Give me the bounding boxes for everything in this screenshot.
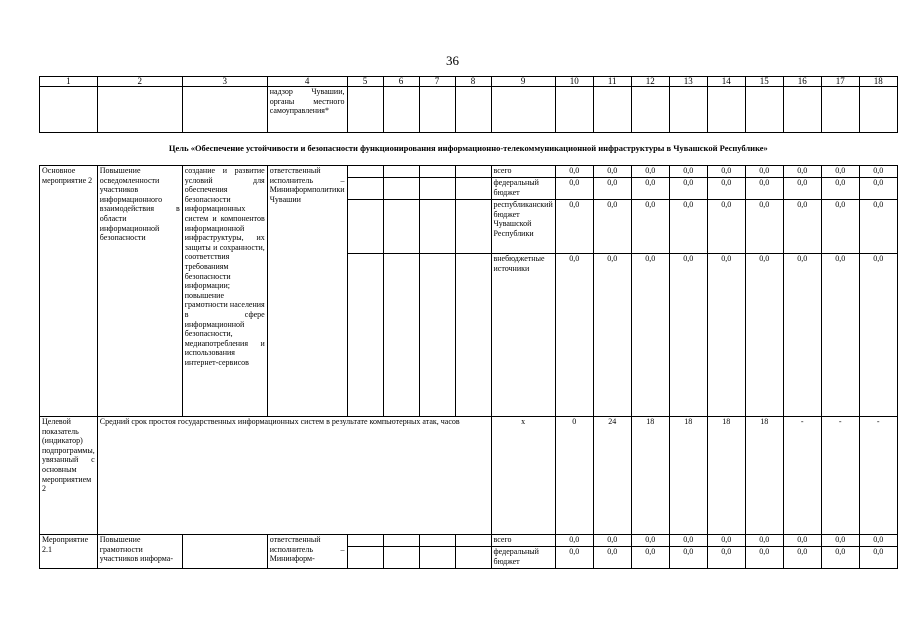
- header-cell: 10: [555, 77, 593, 87]
- header-cell: 8: [455, 77, 491, 87]
- value-cell: -: [783, 417, 821, 535]
- value-cell: 0,0: [669, 200, 707, 254]
- value-cell: 0,0: [745, 535, 783, 547]
- funding-source: федеральный бюджет: [491, 178, 555, 200]
- value-cell: 0,0: [821, 254, 859, 417]
- value-cell: 0,0: [821, 547, 859, 569]
- value-cell: 0,0: [669, 166, 707, 178]
- value-cell: 0,0: [783, 254, 821, 417]
- value-cell: 18: [631, 417, 669, 535]
- value-cell: 0,0: [783, 166, 821, 178]
- funding-source: республиканский бюджет Чувашской Республики: [491, 200, 555, 254]
- value-cell: 0,0: [593, 178, 631, 200]
- header-cell: 7: [419, 77, 455, 87]
- value-cell: 0,0: [859, 166, 897, 178]
- budget-table: [39, 76, 898, 569]
- event21-responsible: ответственный исполнитель – Мининформ-: [267, 535, 347, 569]
- event21-name: Мероприятие 2.1: [40, 535, 98, 569]
- value-cell: 0,0: [555, 547, 593, 569]
- value-cell: 0,0: [859, 535, 897, 547]
- value-cell: 0,0: [745, 166, 783, 178]
- value-cell: 0,0: [783, 535, 821, 547]
- value-cell: 18: [745, 417, 783, 535]
- value-cell: 0,0: [593, 254, 631, 417]
- value-cell: 18: [707, 417, 745, 535]
- header-cell: 9: [491, 77, 555, 87]
- value-cell: 0,0: [859, 547, 897, 569]
- indicator-col9: x: [491, 417, 555, 535]
- value-cell: 0,0: [859, 254, 897, 417]
- value-cell: 0,0: [783, 200, 821, 254]
- value-cell: 0,0: [555, 166, 593, 178]
- main-event-name: Основное мероприятие 2: [40, 166, 98, 417]
- header-cell: 12: [631, 77, 669, 87]
- value-cell: 0,0: [593, 547, 631, 569]
- value-cell: 0,0: [593, 535, 631, 547]
- value-cell: 0,0: [745, 200, 783, 254]
- value-cell: 0,0: [821, 200, 859, 254]
- header-cell: 5: [347, 77, 383, 87]
- header-cell: 14: [707, 77, 745, 87]
- header-cell: 18: [859, 77, 897, 87]
- value-cell: 0,0: [821, 178, 859, 200]
- header-cell: 15: [745, 77, 783, 87]
- indicator-name: Целевой показатель (индикатор) подпрограммы, увязанный с основным мероприятием 2: [40, 417, 98, 535]
- value-cell: -: [821, 417, 859, 535]
- value-cell: 0,0: [669, 547, 707, 569]
- value-cell: 0,0: [631, 166, 669, 178]
- indicator-row: [40, 417, 898, 535]
- value-cell: 0,0: [555, 178, 593, 200]
- table-row: [40, 166, 898, 178]
- header-cell: 3: [182, 77, 267, 87]
- value-cell: 24: [593, 417, 631, 535]
- value-cell: 0,0: [707, 254, 745, 417]
- header-cell: 2: [97, 77, 182, 87]
- goal-row: [40, 133, 898, 166]
- value-cell: 0,0: [707, 200, 745, 254]
- main-event-desc: Повышение осведомленности участников информационного взаимодействия в области информационной безопасности: [97, 166, 182, 417]
- value-cell: 0,0: [631, 535, 669, 547]
- header-row: [40, 77, 898, 87]
- value-cell: 0,0: [593, 200, 631, 254]
- value-cell: 0,0: [555, 254, 593, 417]
- value-cell: 0,0: [859, 200, 897, 254]
- main-event-responsible: ответственный исполнитель – Мининформполитики Чувашии: [267, 166, 347, 417]
- value-cell: 0,0: [821, 535, 859, 547]
- header-cell: 13: [669, 77, 707, 87]
- value-cell: 0,0: [631, 547, 669, 569]
- header-cell: 4: [267, 77, 347, 87]
- value-cell: 0,0: [707, 178, 745, 200]
- value-cell: 0,0: [669, 254, 707, 417]
- value-cell: 0,0: [707, 166, 745, 178]
- header-cell: 17: [821, 77, 859, 87]
- funding-source: внебюджетные источники: [491, 254, 555, 417]
- value-cell: 0,0: [707, 547, 745, 569]
- header-cell: 1: [40, 77, 98, 87]
- header-cell: 6: [383, 77, 419, 87]
- value-cell: 0,0: [669, 535, 707, 547]
- funding-source: федеральный бюджет: [491, 547, 555, 569]
- value-cell: 0,0: [555, 200, 593, 254]
- continuation-row: [40, 87, 898, 133]
- value-cell: 0,0: [631, 200, 669, 254]
- value-cell: 0: [555, 417, 593, 535]
- value-cell: 0,0: [821, 166, 859, 178]
- responsible-cont: надзор Чувашии, органы местного самоуправления*: [267, 87, 347, 133]
- value-cell: 0,0: [859, 178, 897, 200]
- indicator-desc: Средний срок простоя государственных информационных систем в результате компьютерных атак, часов: [97, 417, 491, 535]
- value-cell: 0,0: [555, 535, 593, 547]
- funding-source: всего: [491, 166, 555, 178]
- value-cell: 0,0: [593, 166, 631, 178]
- value-cell: 0,0: [745, 178, 783, 200]
- table-row: [40, 535, 898, 547]
- goal-text: Цель «Обеспечение устойчивости и безопасности функционирования информационно-телекоммуникационной инфраструктуры в Чувашской Республике»: [40, 133, 898, 166]
- value-cell: 0,0: [707, 535, 745, 547]
- value-cell: -: [859, 417, 897, 535]
- header-cell: 16: [783, 77, 821, 87]
- main-event-goal: создание и развитие условий для обеспечения безопасности информационных систем и компонентов информационной инфраструктуры, их защиты и сохранности, соответствия требованиям безопасности информации; повышение грамотности населения в сфере информационной безопасности, медиапотребления и использования интернет-сервисов: [182, 166, 267, 417]
- header-cell: 11: [593, 77, 631, 87]
- value-cell: 0,0: [745, 254, 783, 417]
- value-cell: 0,0: [669, 178, 707, 200]
- value-cell: 0,0: [783, 547, 821, 569]
- value-cell: 0,0: [783, 178, 821, 200]
- value-cell: 0,0: [745, 547, 783, 569]
- event21-desc: Повышение грамотности участников информа-: [97, 535, 182, 569]
- value-cell: 0,0: [631, 178, 669, 200]
- value-cell: 0,0: [631, 254, 669, 417]
- page-number: 36: [446, 53, 459, 68]
- funding-source: всего: [491, 535, 555, 547]
- value-cell: 18: [669, 417, 707, 535]
